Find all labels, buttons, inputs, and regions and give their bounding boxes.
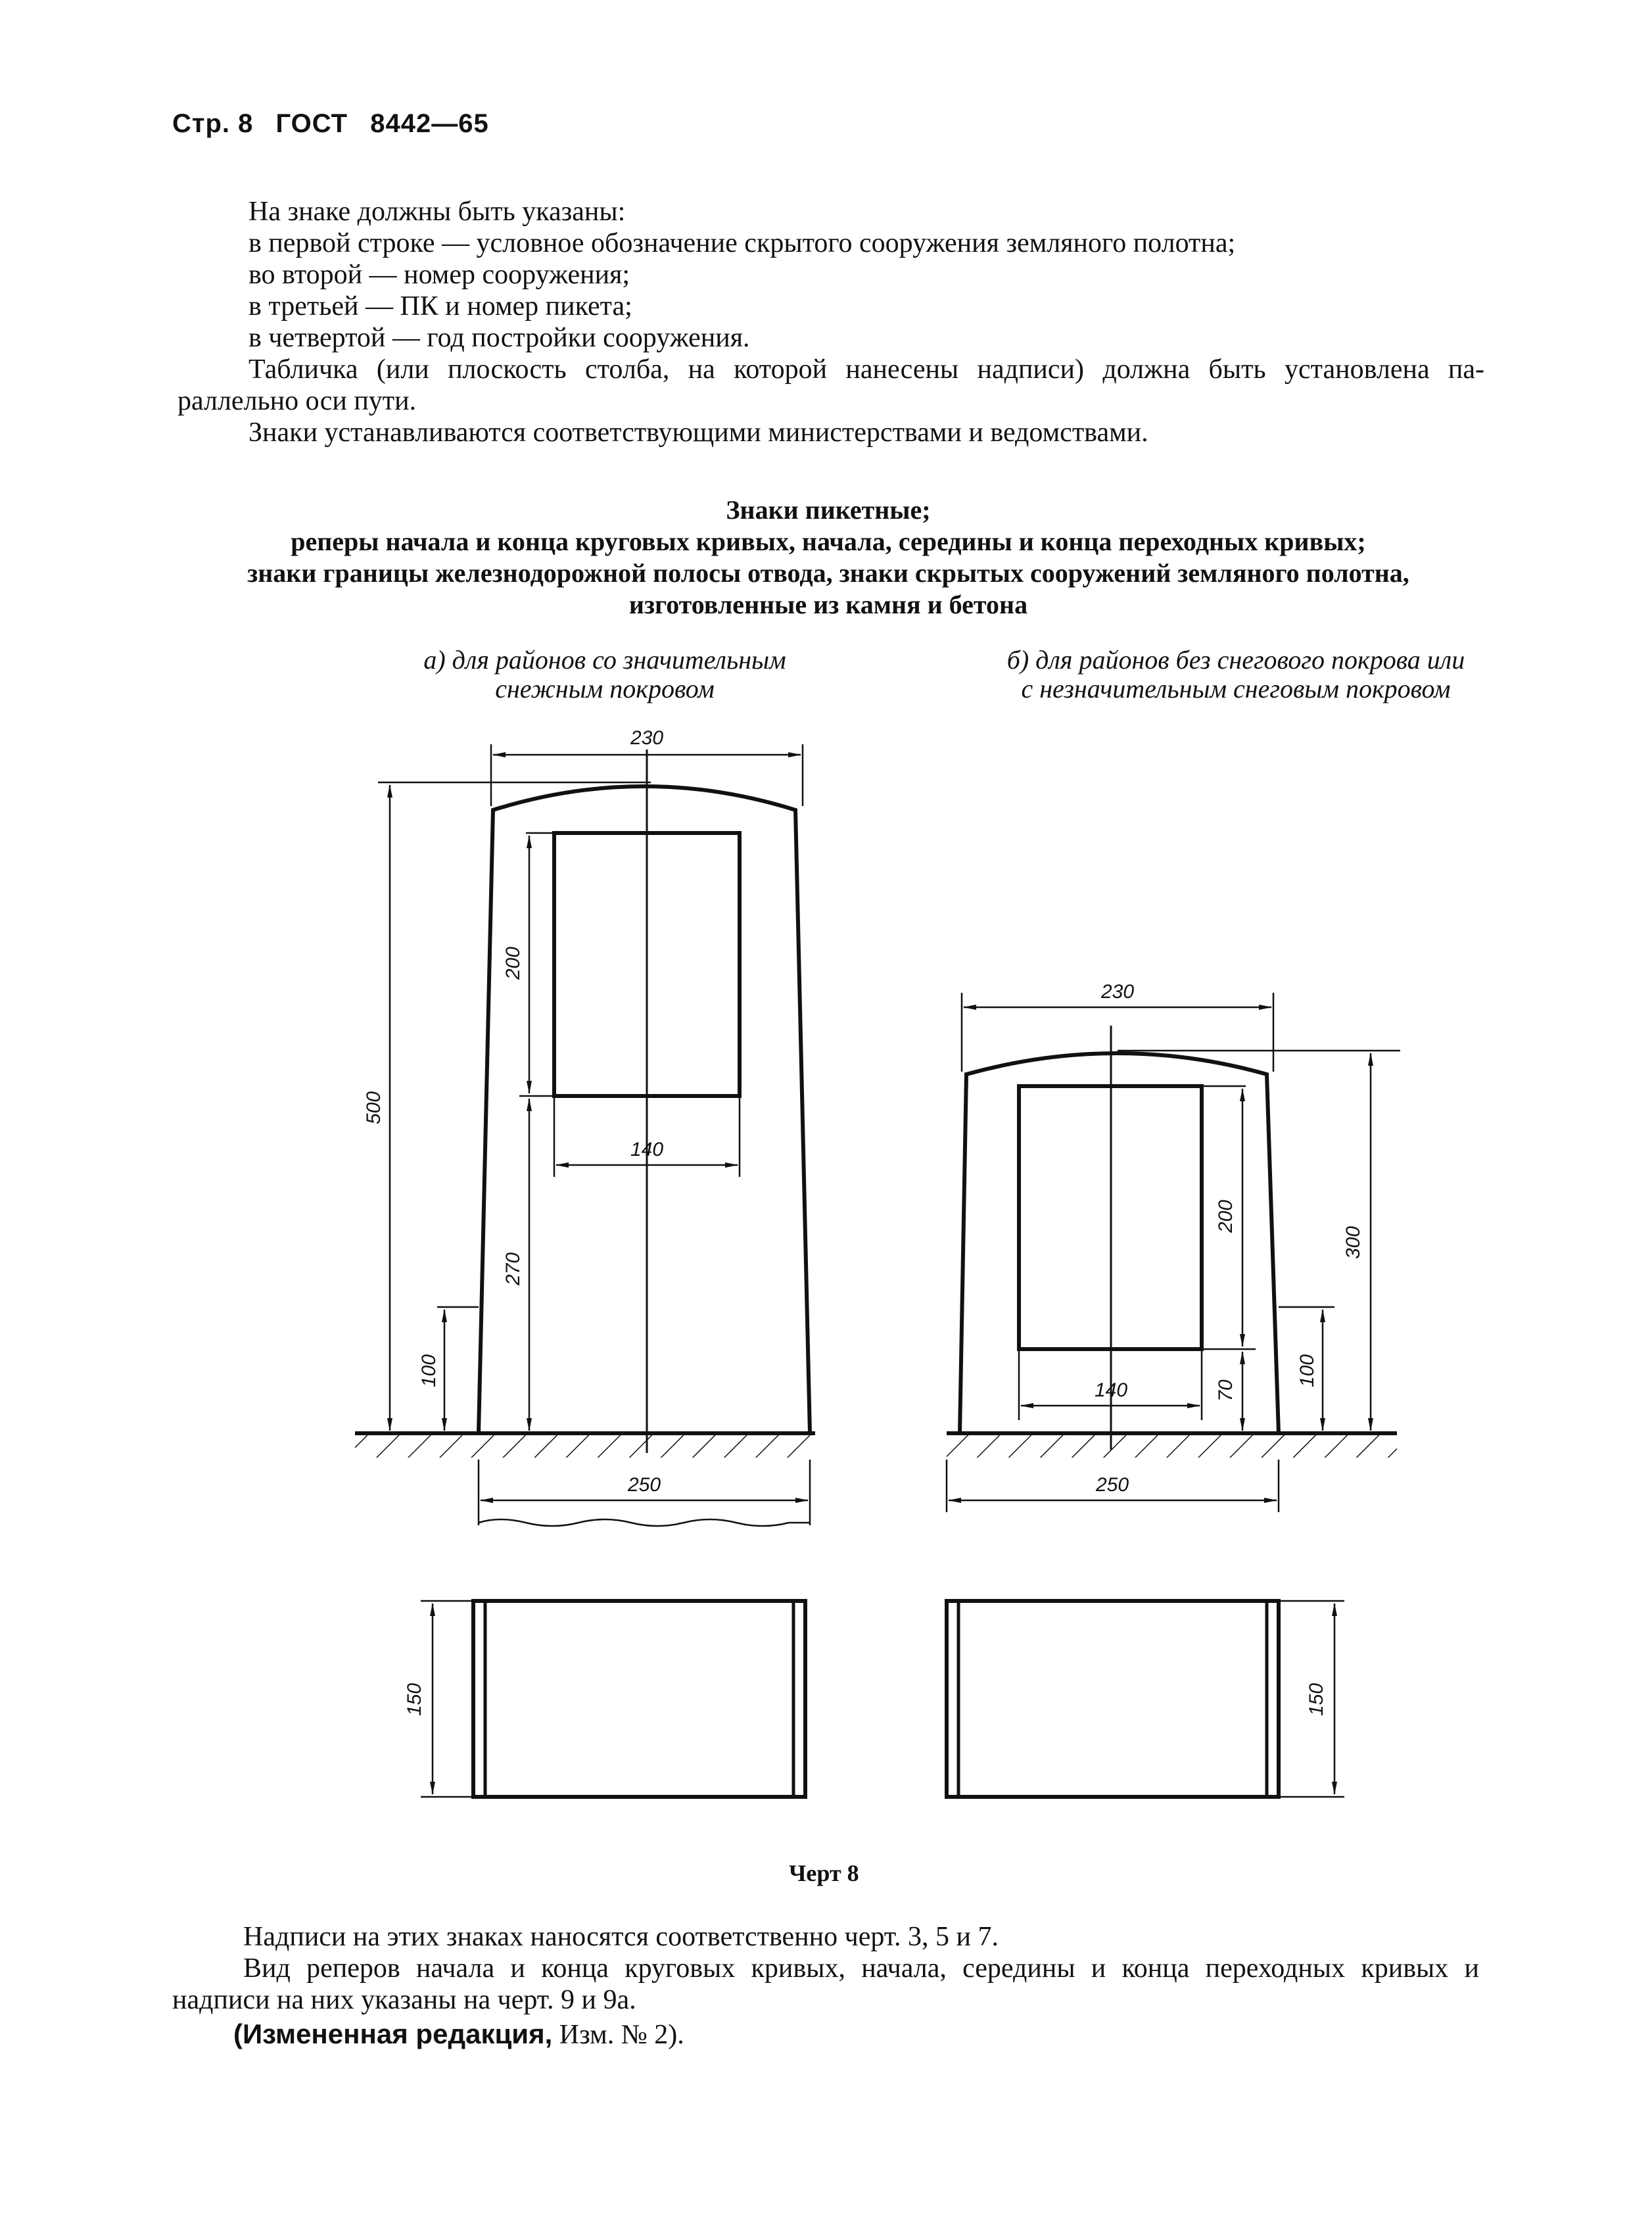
variant-b-dimension-labels	[1095, 981, 1364, 1496]
variant-b-elevation	[947, 993, 1400, 1512]
section-title-1: Знаки пикетные;	[726, 495, 931, 525]
section-title-4: изготовленные из камня и бетона	[628, 590, 1028, 619]
dim-b-base: 250	[1095, 1474, 1129, 1496]
dim-a-plate-width: 140	[630, 1139, 664, 1160]
dim-b-height: 300	[1342, 1226, 1364, 1260]
footer-line-2a: Вид реперов начала и конца круговых кривых, начала, середины и конца переходных кривых и	[243, 1953, 1479, 1984]
dim-b-plate-width: 140	[1094, 1379, 1128, 1401]
standard-number: 8442—65	[370, 109, 489, 138]
page-number: Стр. 8	[172, 109, 254, 138]
amendment-ref: Изм. № 2).	[552, 2020, 684, 2050]
variant-a-plan	[421, 1601, 805, 1797]
dim-a-plate-height: 200	[502, 946, 524, 980]
dim-a-height: 500	[363, 1091, 385, 1125]
amended-label: (Измененная редакция,	[233, 2018, 553, 2049]
dim-a-top: 230	[630, 727, 664, 749]
variant-a-elevation	[355, 744, 815, 1526]
intro-line-7: Знаки устанавливаются соответствующими министерствами и ведомствами.	[248, 417, 1148, 448]
figure-caption: Черт 8	[789, 1860, 859, 1886]
standard-label: ГОСТ	[275, 109, 348, 138]
variant-b-caption-1: б) для районов без снегового покрова или	[1006, 645, 1465, 675]
variant-a-caption-1: а) для районов со значительным	[423, 645, 786, 675]
intro-line-6b: раллельно оси пути.	[177, 386, 417, 416]
variant-b-plan	[947, 1601, 1344, 1797]
variant-a-dimension-labels	[363, 727, 663, 1496]
intro-line-4: в третьей — ПК и номер пикета;	[248, 291, 632, 322]
dim-a-plan: 150	[404, 1682, 425, 1717]
footer-line-3	[233, 2017, 684, 2052]
dim-a-lower: 270	[502, 1252, 524, 1286]
intro-line-2: в первой строке — условное обозначение скрытого сооружения земляного полотна;	[248, 228, 1236, 258]
footer-line-2b: надписи на них указаны на черт. 9 и 9а.	[172, 1985, 636, 2015]
dim-b-plan: 150	[1306, 1682, 1327, 1717]
intro-line-1: На знаке должны быть указаны:	[248, 197, 626, 227]
footer-line-1: Надписи на этих знаках наносятся соответственно черт. 3, 5 и 7.	[243, 1922, 999, 1952]
variant-b-caption-2: с незначительным снеговым покровом	[1021, 674, 1451, 703]
intro-line-6a: Табличка (или плоскость столба, на которой нанесены надписи) должна быть установлена па-	[248, 354, 1484, 385]
section-title-2: реперы начала и конца круговых кривых, начала, середины и конца переходных кривых;	[291, 527, 1366, 556]
intro-line-5: в четвертой — год постройки сооружения.	[248, 323, 750, 353]
dim-b-lower: 70	[1215, 1379, 1237, 1402]
dim-b-ground: 100	[1296, 1354, 1318, 1388]
dim-b-plate-height: 200	[1215, 1199, 1237, 1233]
dim-a-ground: 100	[418, 1354, 440, 1388]
dim-b-top: 230	[1100, 981, 1135, 1003]
dim-a-base: 250	[627, 1474, 661, 1496]
intro-line-3: во второй — номер сооружения;	[248, 260, 630, 290]
variant-a-caption-2: снежным покровом	[495, 674, 715, 703]
section-title-3: знаки границы железнодорожной полосы отвода, знаки скрытых сооружений земляного полотна,	[247, 558, 1409, 588]
